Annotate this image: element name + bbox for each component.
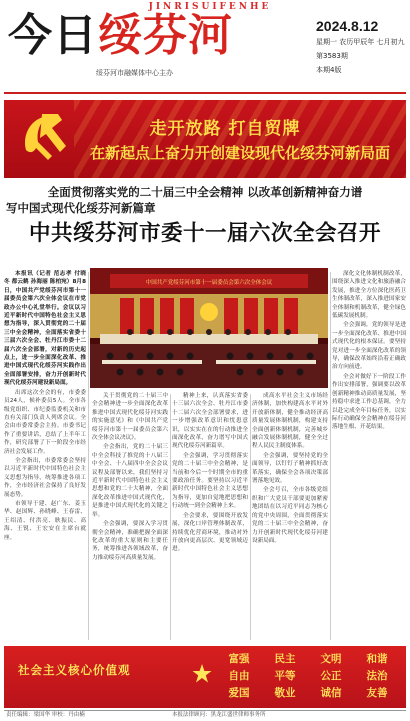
core-value: 诚信 bbox=[320, 687, 342, 699]
star-icon bbox=[192, 658, 212, 692]
article-paragraph: 全会强调，要深入学习贯彻全会精神，准确把握全面深化改革的重大原则和主要任务，统筹推进各领域改革，奋力推动绥芬河高质量发展。 bbox=[92, 521, 168, 561]
column-divider bbox=[250, 394, 251, 640]
article-paragraph: 全会强调，学习贯彻落实党的二十届三中全会精神，是当前和今后一个时期全市的重要政治任务。要坚持以习近平新时代中国特色社会主义思想为指导，更加自觉地把思想和行动统一到全会精神上来。 bbox=[172, 452, 248, 510]
legal-advisor-credit: 本报法律顾问：黑龙江盛世律师事务所 bbox=[172, 712, 266, 718]
article-column-1 bbox=[4, 270, 86, 642]
article-paragraph: 全会要求，要围绕开放发展，深化口岸管理体制改革，持续优化营商环境，推动对外开放向更高层次、更宽领域迈进。 bbox=[172, 512, 248, 553]
issue-date: 2024.8.12 bbox=[316, 18, 379, 34]
core-value: 自由 bbox=[228, 670, 250, 682]
article-paragraph: 全会对做好下一阶段工作作出安排部署，强调要以改革创新精神推动高质量发展，坚持稳中求进工作总基调，全力以赴完成全年目标任务，以实际行动确保全会精神在绥芬河落地生根、开花结果。 bbox=[332, 373, 406, 431]
kicker-line-2: 写中国式现代化绥芬河新篇章 bbox=[6, 201, 156, 215]
article-paragraph: 全会指出，市委常委会坚持以习近平新时代中国特色社会主义思想为指导，统筹推进各项工作，全市经济社会保持了良好发展态势。 bbox=[4, 457, 86, 498]
core-value: 和谐 bbox=[366, 653, 388, 665]
core-value: 敬业 bbox=[274, 687, 296, 699]
sponsor-line: 绥芬河市融媒体中心主办 bbox=[96, 69, 173, 77]
core-values-slogan: 社会主义核心价值观 bbox=[18, 663, 131, 677]
logo-part-suifenhe: 绥芬河 bbox=[98, 10, 233, 61]
column-divider bbox=[330, 272, 331, 640]
article-paragraph: 全会号召，全市各级党组织和广大党员干部要更加紧密地团结在以习近平同志为核心的党中央周围，全面贯彻落实党的二十届三中全会精神，奋力开创新时代现代化绥芬河建设新局面。 bbox=[252, 487, 328, 544]
article-paragraph: 全会强调，要坚持党的全面领导，以钉钉子精神抓好改革落实，确保全会各项决策部署落地见效。 bbox=[252, 452, 328, 485]
banner-ribbon-decoration bbox=[74, 100, 406, 178]
page-credit-line bbox=[4, 710, 406, 721]
column-divider bbox=[88, 272, 89, 640]
article-column-3 bbox=[172, 392, 248, 642]
headline-block bbox=[4, 184, 406, 250]
article-column-5 bbox=[332, 270, 406, 642]
slogan-banner bbox=[4, 100, 406, 178]
lunar-date: 星期一 农历甲辰年 七月初九 bbox=[316, 38, 405, 46]
article-paragraph: 出席这次全会的有，市委委员24人，候补委员5人。全市各级党组织、市纪委监委机关和市直有关部门负责人列席会议。全会由市委常委会主持。市委书记作了重要讲话，总结了上半年工作，研究部署了下一阶段全市经济社会发展工作。 bbox=[4, 389, 86, 455]
core-value: 文明 bbox=[320, 653, 342, 665]
masthead bbox=[0, 0, 410, 96]
banner-line-1: 走开放路 打自贸牌 bbox=[149, 119, 301, 139]
article-paragraph: 全会强调，党的领导是进一步全面深化改革、推进中国式现代化的根本保证。要坚持党对进一步全面深化改革的领导，确保改革始终沿着正确政治方向前进。 bbox=[332, 322, 406, 371]
article-paragraph: 关于贯彻党的二十届三中全会精神进一步全面深化改革推进中国式现代化绥芬河实践的实施意见》和《中国共产党绥芬河市第十一届委员会第六次全体会议决议》。 bbox=[92, 393, 168, 442]
core-value: 爱国 bbox=[228, 687, 250, 699]
article-paragraph: 市领导于建、赵广东、姜玉华、赵国辉、孙晓峰、王春雷、王绍清、付洪亮、耿振民、高海、王锐、王宏安在主席台就座。 bbox=[4, 500, 86, 541]
issue-number: 第3583期 bbox=[316, 52, 348, 60]
editor-credit: 责任编辑：梁国华 审校：丹由楠 bbox=[6, 712, 85, 718]
logo-part-jinri: 今日 bbox=[8, 10, 98, 61]
core-value: 友善 bbox=[366, 687, 388, 699]
masthead-pinyin: JINRISUIFENHE bbox=[148, 2, 272, 12]
kicker-line-1: 全面贯彻落实党的二十届三中全会精神 以改革创新精神奋力谱 bbox=[47, 185, 363, 199]
core-values-grid bbox=[216, 652, 400, 700]
core-value: 民主 bbox=[274, 653, 296, 665]
article-column-2 bbox=[92, 392, 168, 642]
core-value: 富强 bbox=[228, 653, 250, 665]
banner-line-2: 在新起点上奋力开创建设现代化绥芬河新局面 bbox=[89, 144, 390, 162]
article-paragraph: 全会指出，党的二十届三中全会科技了推党的十八届三中全会、十八届四中全会会议议程及部署以来，我们坚持习近平新时代中国特色社会主义思想和党的二十大精神，全面深化改革推进中国式现代化，是推进中国式现代化的关键之举。 bbox=[92, 444, 168, 518]
photo-backdrop-text: 中国共产党绥芬河市第十一届委员会第六次全体会议 bbox=[145, 280, 273, 286]
column-divider bbox=[170, 394, 171, 640]
core-value: 法治 bbox=[366, 670, 388, 682]
core-value: 平等 bbox=[274, 670, 296, 682]
article-column-4 bbox=[252, 392, 328, 642]
masthead-rule bbox=[4, 92, 406, 94]
article-paragraph: 成高水平社会主义市场经济体制，加快构建高水平对外开放新体制，健全推动经济高质量发展体制机制，构建支持全面创新体制机制，完善城乡融合发展体制机制，健全全过程人民民主制度体系。 bbox=[252, 393, 328, 450]
article-lead-paragraph: 本报讯（记者 范志孝 付晓冬 都云鹤 孙海丽 陈柏宛）8月8日，中国共产党绥芬河市第十一届委员会第六次全体会议在市党政办公中心礼堂举行。会议以习近平新时代中国特色社会主义思想为指导，深入贯彻党的二十届三中全会精神，全面落实省委十三届六次全会、牡丹江市委十二届六次全会部署，对新的历史起点上，进一步全面深化改革、推进中国式现代化绥芬河实践作出全面部署安排，奋力开创新时代现代化绥芬河建设新局面。 bbox=[4, 271, 86, 387]
page-count: 本期4版 bbox=[316, 66, 342, 74]
newspaper-logo[interactable] bbox=[8, 10, 233, 62]
meeting-photo[interactable] bbox=[90, 268, 328, 388]
date-block bbox=[316, 18, 406, 79]
core-values-banner bbox=[4, 646, 406, 708]
article-paragraph: 深化文化体制机制改革，围绕深入推进文化和旅游融合发展，推进全方位深化医药卫生体制改革，深入推进国家安全体制和机制改革，健全绿色低碳发展机制。 bbox=[332, 271, 406, 320]
article-paragraph: 精神上来，认真落实省委十三届六次全会、牡丹江市委十二届六次全会部署要求，进一步增强改革意识和忧患意识，以实实在在的行动推进全面深化改革，奋力谱写中国式现代化绥芬河新篇章。 bbox=[172, 393, 248, 450]
core-value: 公正 bbox=[320, 670, 342, 682]
main-headline[interactable]: 中共绥芬河市委十一届六次全会召开 bbox=[28, 221, 381, 246]
